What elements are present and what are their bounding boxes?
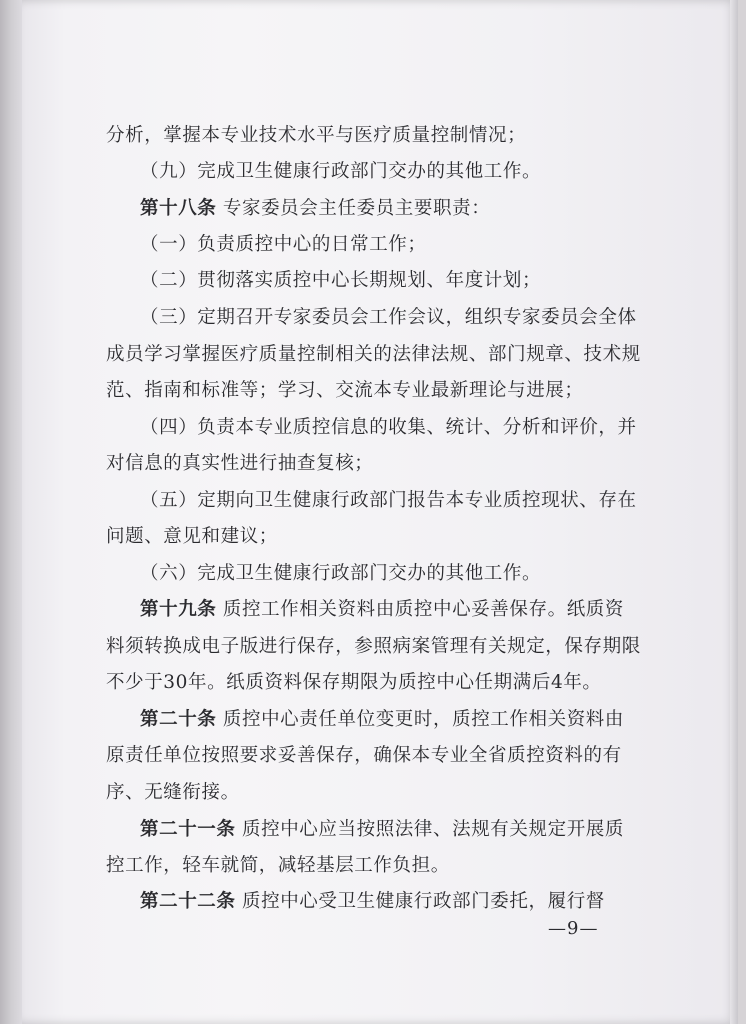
text-run: （二）贯彻落实质控中心长期规划、年度计划； <box>140 270 542 291</box>
text-run: 质控中心受卫生健康行政部门委托，履行督 <box>235 891 605 912</box>
article-heading: 第二十二条 <box>140 891 236 912</box>
text-line <box>106 741 646 771</box>
text-line <box>106 668 646 698</box>
text-run: 质控中心应当按照法律、法规有关规定开展质 <box>235 819 624 840</box>
text-run: 成员学习掌握医疗质量控制相关的法律法规、部门规章、技术规 <box>106 344 641 365</box>
text-line <box>106 632 646 662</box>
text-run: 不少于30年。纸质资料保存期限为质控中心任期满后4年。 <box>106 672 602 693</box>
text-line <box>106 376 646 406</box>
text-run: 专家委员会主任委员主要职责： <box>216 198 491 219</box>
text-line <box>140 194 646 224</box>
article-heading: 第十九条 <box>140 599 217 620</box>
text-line <box>140 595 646 625</box>
text-line <box>106 522 646 552</box>
text-run: （一）负责质控中心的日常工作； <box>140 234 427 255</box>
text-line <box>140 230 646 260</box>
text-line <box>106 449 646 479</box>
text-line <box>140 413 646 443</box>
text-run: （六）完成卫生健康行政部门交办的其他工作。 <box>140 563 542 584</box>
article-heading: 第二十条 <box>140 709 217 730</box>
text-run: （九）完成卫生健康行政部门交办的其他工作。 <box>140 161 542 182</box>
text-line <box>106 851 646 881</box>
page-right-edge <box>730 0 738 1024</box>
text-line <box>140 705 646 735</box>
text-run: 序、无缝衔接。 <box>106 782 240 803</box>
text-run: 分析，掌握本专业技术水平与医疗质量控制情况； <box>106 125 527 146</box>
text-run: 问题、意见和建议； <box>106 526 278 547</box>
text-line <box>106 778 646 808</box>
text-line <box>140 157 646 187</box>
page-binding-shadow <box>0 0 22 1024</box>
text-run: 对信息的真实性进行抽查复核； <box>106 453 374 474</box>
text-line <box>106 121 646 151</box>
text-line <box>140 815 646 845</box>
text-line <box>140 266 646 296</box>
text-run: 原责任单位按照要求妥善保存，确保本专业全省质控资料的有 <box>106 745 622 766</box>
text-run: （三）定期召开专家委员会工作会议，组织专家委员会全体 <box>140 307 637 328</box>
page-number: —9— <box>548 918 599 939</box>
text-run: （四）负责本专业质控信息的收集、统计、分析和评价，并 <box>140 417 637 438</box>
text-line <box>140 559 646 589</box>
text-run: 质控工作相关资料由质控中心妥善保存。纸质资 <box>216 599 624 620</box>
text-run: 料须转换成电子版进行保存，参照病案管理有关规定，保存期限 <box>106 636 641 657</box>
text-run: 范、指南和标准等；学习、交流本专业最新理论与进展； <box>106 380 584 401</box>
article-heading: 第十八条 <box>140 198 217 219</box>
text-run: 控工作，轻车就简，减轻基层工作负担。 <box>106 855 450 876</box>
text-line <box>140 887 646 917</box>
text-line <box>106 340 646 370</box>
text-line <box>140 303 646 333</box>
text-run: （五）定期向卫生健康行政部门报告本专业质控现状、存在 <box>140 490 637 511</box>
article-heading: 第二十一条 <box>140 819 236 840</box>
text-run: 质控中心责任单位变更时，质控工作相关资料由 <box>216 709 624 730</box>
text-line <box>140 486 646 516</box>
